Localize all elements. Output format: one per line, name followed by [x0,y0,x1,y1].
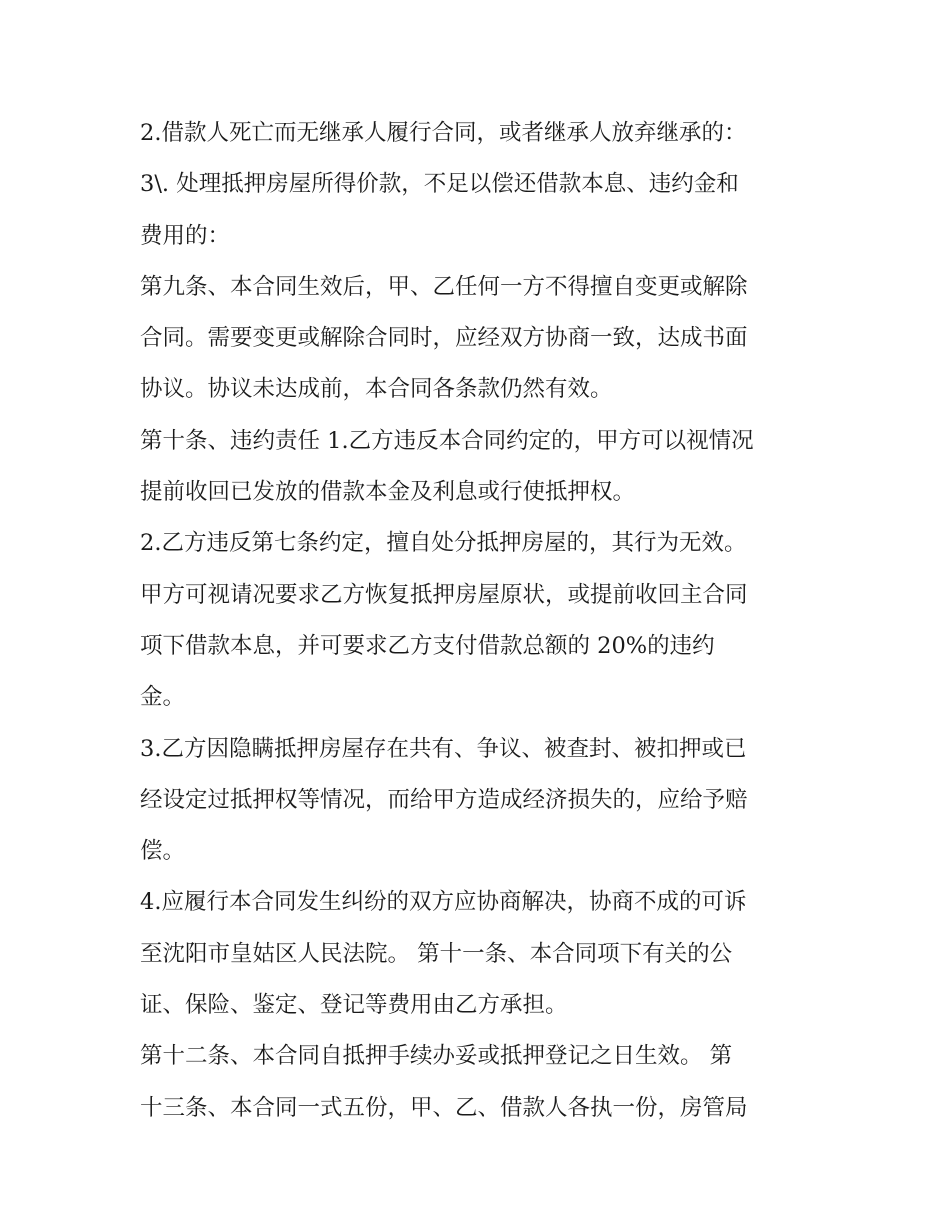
text-line: 偿。 [140,838,186,865]
text-line: 第十条、违约责任 1.乙方违反本合同约定的，甲方可以视情况 [140,427,754,454]
text-line: 4.应履行本合同发生纠纷的双方应协商解决，协商不成的可诉 [140,889,747,916]
text-line: 经设定过抵押权等情况，而给甲方造成经济损失的，应给予赔 [140,786,748,813]
text-line: 至沈阳市皇姑区人民法院。 第十一条、本合同项下有关的公 [140,940,733,967]
text-line: 合同。需要变更或解除合同时，应经双方协商一致，达成书面 [140,325,748,352]
text-line: 2.借款人死亡而无继承人履行合同，或者继承人放弃继承的： [140,120,747,146]
text-line: 十三条、本合同一式五份，甲、乙、借款人各执一份，房管局 [140,1094,748,1121]
text-line: 甲方可视请况要求乙方恢复抵押房屋原状，或提前收回主合同 [140,581,748,608]
text-line: 3\. 处理抵押房屋所得价款，不足以偿还借款本息、违约金和 [140,171,739,198]
text-line: 2.乙方违反第七条约定，擅自处分抵押房屋的，其行为无效。 [140,530,747,557]
text-line: 3.乙方因隐瞒抵押房屋存在共有、争议、被查封、被扣押或已 [140,735,747,762]
text-line: 费用的： [140,222,231,249]
document-body [140,108,820,1134]
text-line: 第十二条、本合同自抵押手续办妥或抵押登记之日生效。 第 [140,1043,733,1070]
text-line: 项下借款本息，并可要求乙方支付借款总额的 20%的违约 [140,632,715,659]
text-line: 协议。协议未达成前，本合同各条款仍然有效。 [140,376,613,403]
text-line: 金。 [140,684,186,711]
text-line: 提前收回已发放的借款本金及利息或行使抵押权。 [140,479,636,506]
text-line: 证、保险、鉴定、登记等费用由乙方承担。 [140,992,568,1019]
text-line: 第九条、本合同生效后，甲、乙任何一方不得擅自变更或解除 [140,273,748,300]
